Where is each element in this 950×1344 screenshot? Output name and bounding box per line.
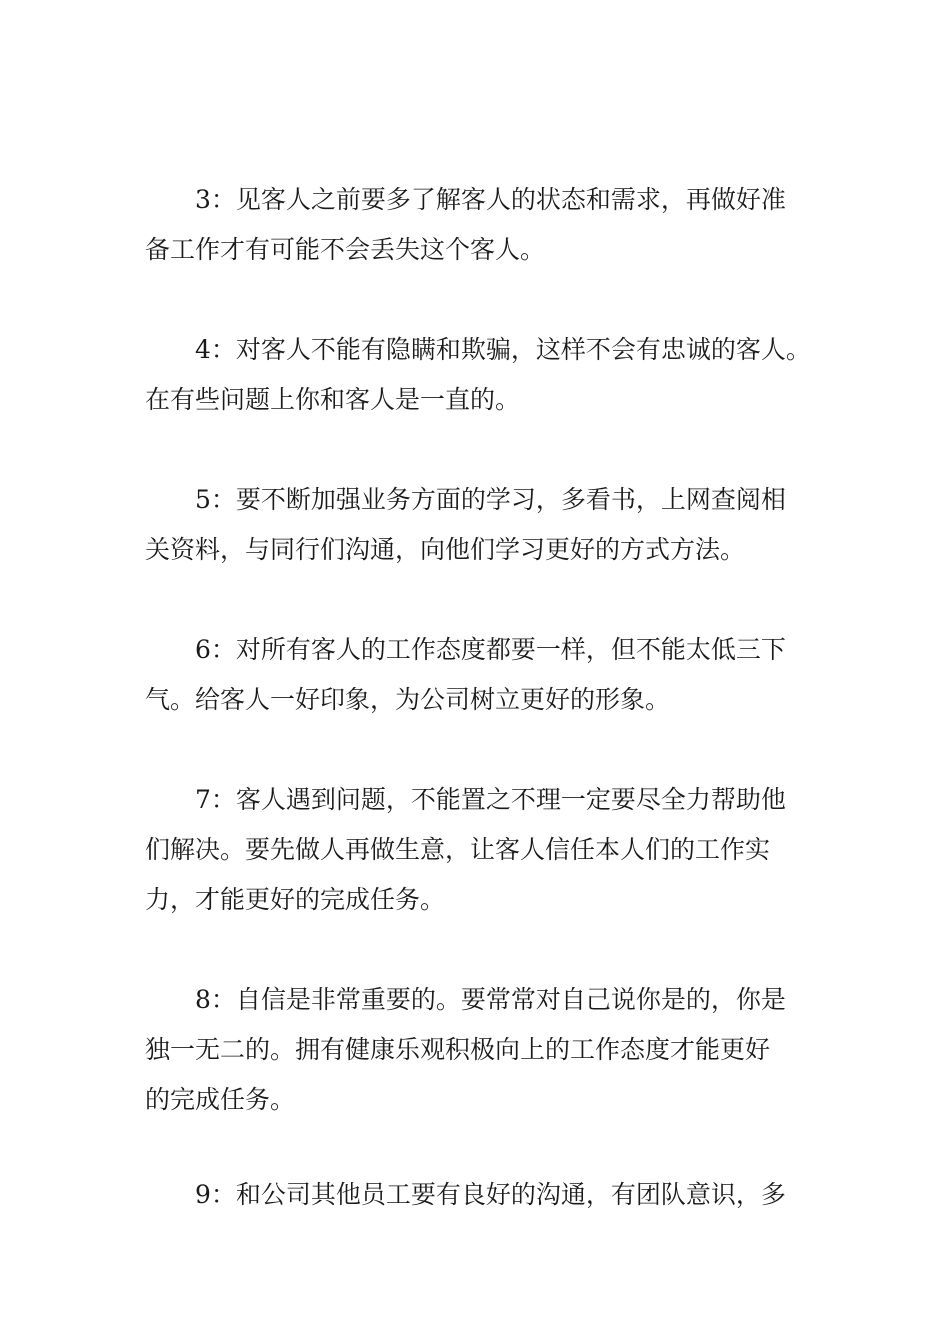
paragraph-line: 备工作才有可能不会丢失这个客人。 bbox=[145, 235, 546, 264]
paragraph-line: 们解决。要先做人再做生意，让客人信任本人们的工作实 bbox=[145, 835, 771, 864]
paragraph-line: 在有些问题上你和客人是一直的。 bbox=[145, 385, 521, 414]
paragraph-line: 的完成任务。 bbox=[145, 1085, 296, 1114]
paragraph-item-6 bbox=[145, 625, 786, 725]
paragraph-line: 4：对客人不能有隐瞒和欺骗，这样不会有忠诚的客人。 bbox=[195, 335, 811, 364]
paragraph-line: 气。给客人一好印象，为公司树立更好的形象。 bbox=[145, 685, 671, 714]
paragraph-line: 8：自信是非常重要的。要常常对自己说你是的，你是 bbox=[195, 985, 786, 1014]
paragraph-item-4 bbox=[145, 325, 811, 425]
paragraph-item-9 bbox=[145, 1170, 786, 1220]
paragraph-item-3 bbox=[145, 175, 786, 275]
paragraph-line: 9：和公司其他员工要有良好的沟通，有团队意识，多 bbox=[195, 1180, 786, 1209]
paragraph-line: 力，才能更好的完成任务。 bbox=[145, 885, 446, 914]
paragraph-item-8 bbox=[145, 975, 786, 1125]
paragraph-line: 6：对所有客人的工作态度都要一样，但不能太低三下 bbox=[195, 635, 786, 664]
paragraph-line: 3：见客人之前要多了解客人的状态和需求，再做好准 bbox=[195, 185, 786, 214]
paragraph-item-5 bbox=[145, 475, 786, 575]
paragraph-line: 关资料，与同行们沟通，向他们学习更好的方式方法。 bbox=[145, 535, 746, 564]
paragraph-line: 7：客人遇到问题，不能置之不理一定要尽全力帮助他 bbox=[195, 785, 786, 814]
paragraph-line: 5：要不断加强业务方面的学习，多看书，上网查阅相 bbox=[195, 485, 786, 514]
paragraph-item-7 bbox=[145, 775, 786, 925]
paragraph-line: 独一无二的。拥有健康乐观积极向上的工作态度才能更好 bbox=[145, 1035, 771, 1064]
